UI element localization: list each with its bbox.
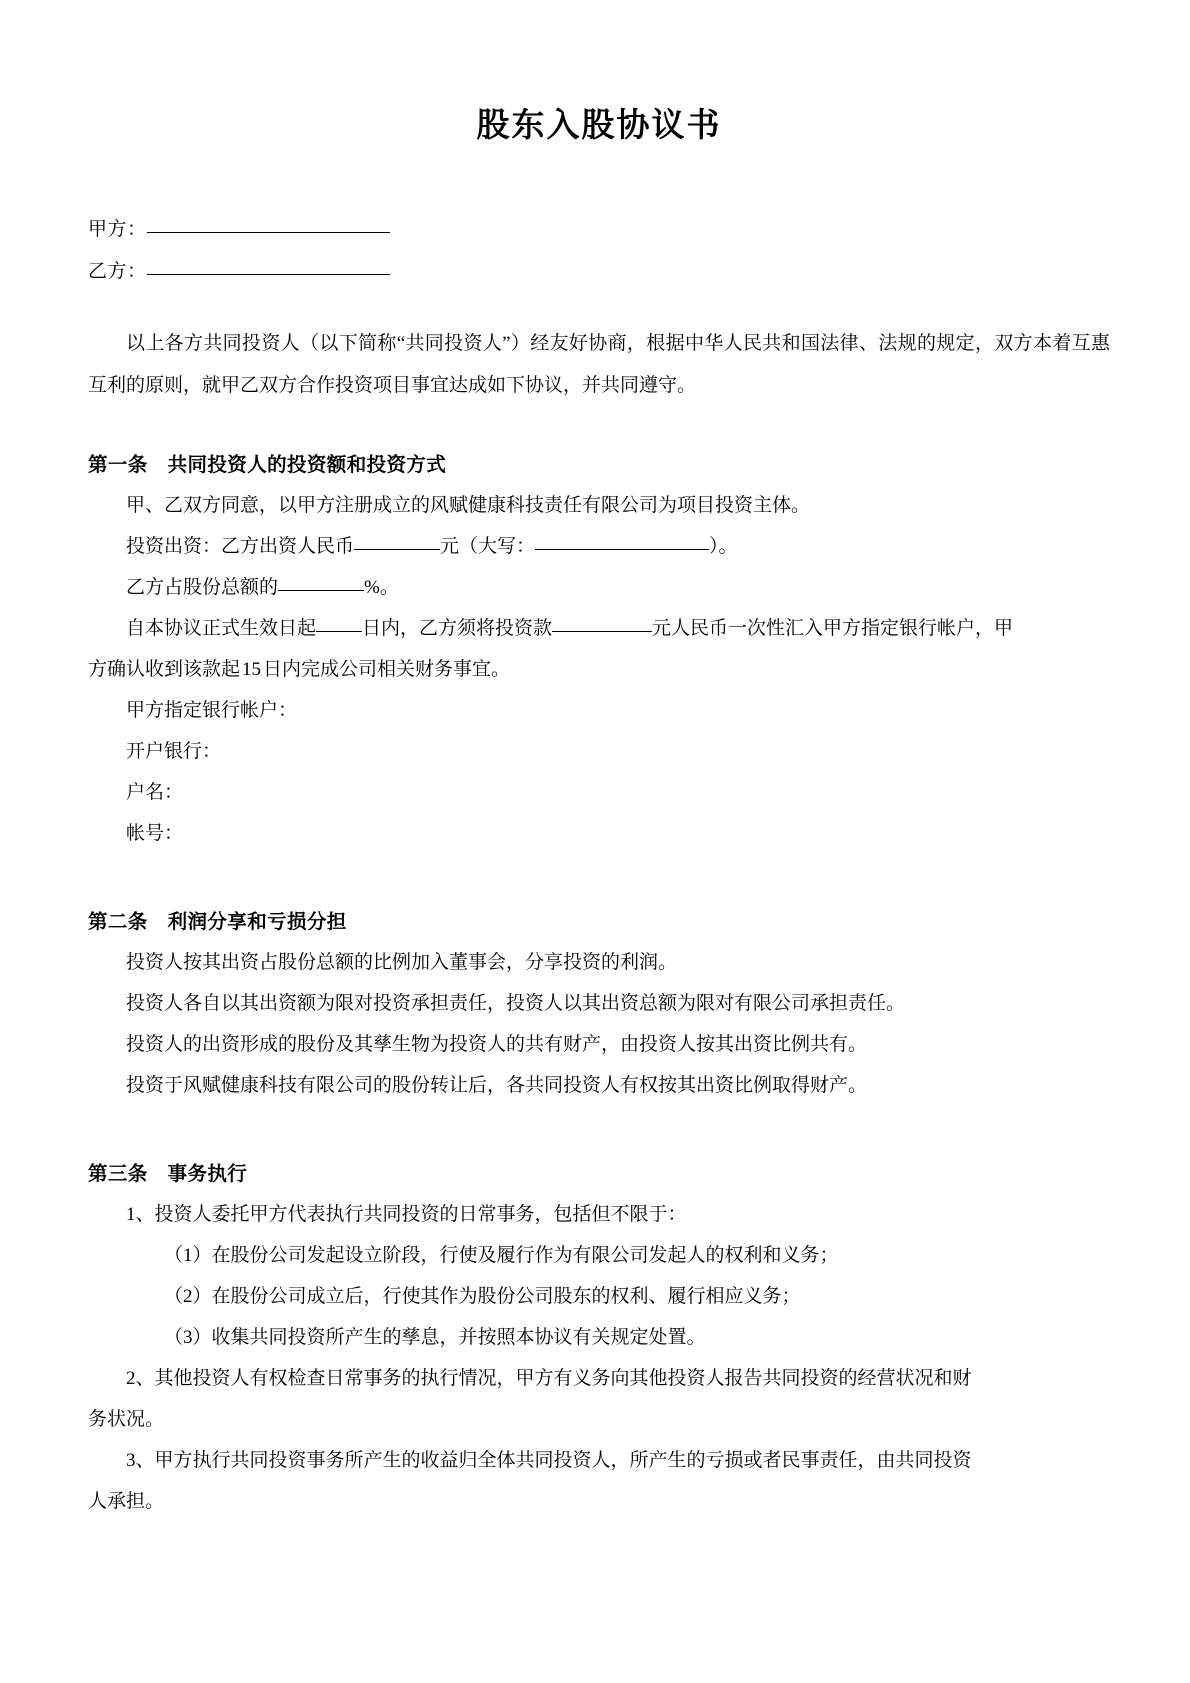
section-1-line-4-wrap xyxy=(88,649,1110,690)
invest-amount-mid: 元（大写： xyxy=(440,535,536,557)
section-3-subitem-2: （2）在股份公司成立后，行使其作为股份公司股东的权利、履行相应义务； xyxy=(164,1285,801,1307)
party-value-first[interactable] xyxy=(147,232,390,233)
section-1-line-4 xyxy=(88,608,1110,649)
section-2-line-3: 投资人的出资形成的股份及其孳生物为投资人的共有财产，由投资人按其出资比例共有。 xyxy=(126,1033,868,1055)
section-3-item-3-wrap: 人承担。 xyxy=(88,1490,165,1512)
party-label-first: 甲方： xyxy=(88,218,147,240)
party-label-second: 乙方： xyxy=(88,260,147,282)
invest-amount-words-input[interactable] xyxy=(535,549,709,550)
invest-amount-suffix: ）。 xyxy=(709,535,738,557)
invest-amount-prefix: 投资出资：乙方出资人民币 xyxy=(126,535,355,557)
share-percent-prefix: 乙方占股份总额的 xyxy=(126,576,279,598)
section-1-line-2 xyxy=(88,526,1110,567)
section-3-item-2: 2、其他投资人有权检查日常事务的执行情况，甲方有义务向其他投资人报告共同投资的经营状况和财 xyxy=(126,1367,972,1389)
section-1-bank-name: 开户银行： xyxy=(126,740,222,762)
document-content xyxy=(88,0,1110,1522)
intro-paragraph: 以上各方共同投资人（以下简称“共同投资人”）经友好协商，根据中华人民共和国法律、法规的规定，双方本着互惠互利的原则，就甲乙双方合作投资项目事宜达成如下协议，并共同遵守。 xyxy=(88,332,1110,396)
section-1-account-number: 帐号： xyxy=(126,822,184,844)
section-heading-1: 第一条 共同投资人的投资额和投资方式 xyxy=(88,452,447,476)
effective-days-count: 15 xyxy=(242,658,262,680)
section-1-line-3 xyxy=(88,567,1110,608)
effective-wrap-tail: 日内完成公司相关财务事宜。 xyxy=(263,658,511,680)
effective-days-mid: 日内，乙方须将投资款 xyxy=(362,617,553,639)
parties-block xyxy=(88,209,1110,293)
effective-days-suffix: 元人民币一次性汇入甲方指定银行帐户，甲 xyxy=(652,617,1014,639)
transfer-amount-input[interactable] xyxy=(552,631,652,632)
invest-amount-input[interactable] xyxy=(354,549,440,550)
section-3-item-2-wrap: 务状况。 xyxy=(88,1408,165,1430)
share-percent-input[interactable] xyxy=(278,590,364,591)
section-2-line-1: 投资人按其出资占股份总额的比例加入董事会，分享投资的利润。 xyxy=(126,951,678,973)
share-percent-suffix: %。 xyxy=(364,576,399,598)
section-3-subitem-1: （1）在股份公司发起设立阶段，行使及履行作为有限公司发起人的权利和义务； xyxy=(164,1244,839,1266)
effective-days-prefix: 自本协议正式生效日起 xyxy=(126,617,317,639)
party-row-second xyxy=(88,251,1110,293)
effective-wrap-text: 方确认收到该款起 xyxy=(88,658,241,680)
section-2-line-4: 投资于风赋健康科技有限公司的股份转让后，各共同投资人有权按其出资比例取得财产。 xyxy=(126,1074,868,1096)
section-1-line-1: 甲、乙双方同意，以甲方注册成立的风赋健康科技责任有限公司为项目投资主体。 xyxy=(126,494,811,516)
party-value-second[interactable] xyxy=(147,274,390,275)
section-heading-3: 第三条 事务执行 xyxy=(88,1161,248,1185)
section-3-item-1: 1、投资人委托甲方代表执行共同投资的日常事务，包括但不限于： xyxy=(126,1203,687,1225)
section-3-item-3: 3、甲方执行共同投资事务所产生的收益归全体共同投资人，所产生的亏损或者民事责任，由共同投资 xyxy=(126,1449,972,1471)
effective-days-input[interactable] xyxy=(316,631,362,632)
section-3-subitem-3: （3）收集共同投资所产生的孳息，并按照本协议有关规定处置。 xyxy=(164,1326,706,1348)
section-heading-2: 第二条 利润分享和亏损分担 xyxy=(88,909,347,933)
section-1-bank-heading: 甲方指定银行帐户： xyxy=(126,699,298,721)
party-row-first xyxy=(88,209,1110,251)
section-2-line-2: 投资人各自以其出资额为限对投资承担责任，投资人以其出资总额为限对有限公司承担责任。 xyxy=(126,992,906,1014)
page-title: 股东入股协议书 xyxy=(476,105,722,144)
section-1-account-holder: 户名： xyxy=(126,781,184,803)
